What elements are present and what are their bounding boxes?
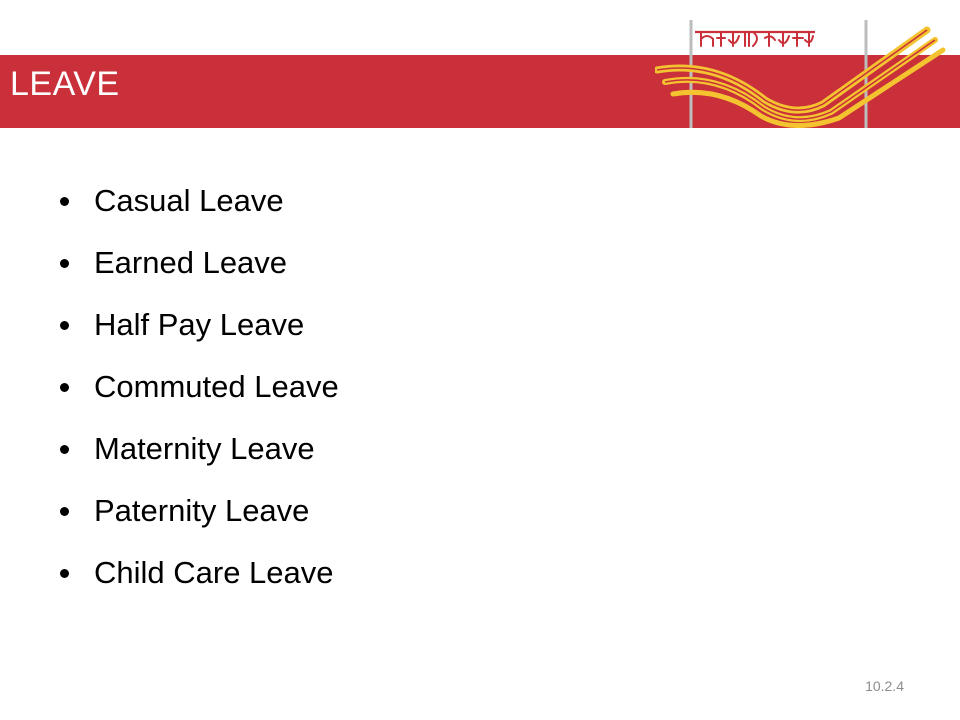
bullet-text: Earned Leave [94, 245, 288, 280]
bullet-icon [60, 507, 69, 516]
bullet-text: Child Care Leave [94, 555, 334, 590]
slide-number: 10.2.4 [865, 678, 904, 694]
bullet-text: Casual Leave [94, 183, 284, 218]
bullet-icon [60, 197, 69, 206]
bullet-icon [60, 445, 69, 454]
bullet-text: Maternity Leave [94, 431, 315, 466]
bullet-text: Commuted Leave [94, 369, 339, 404]
bullet-icon [60, 259, 69, 268]
bullet-text: Half Pay Leave [94, 307, 305, 342]
bullet-icon [60, 321, 69, 330]
slide-title: LEAVE [10, 65, 120, 103]
bullet-icon [60, 569, 69, 578]
logo-wordmark [693, 26, 823, 54]
bullet-icon [60, 383, 69, 392]
bullet-text: Paternity Leave [94, 493, 310, 528]
india-post-logo [655, 0, 960, 128]
